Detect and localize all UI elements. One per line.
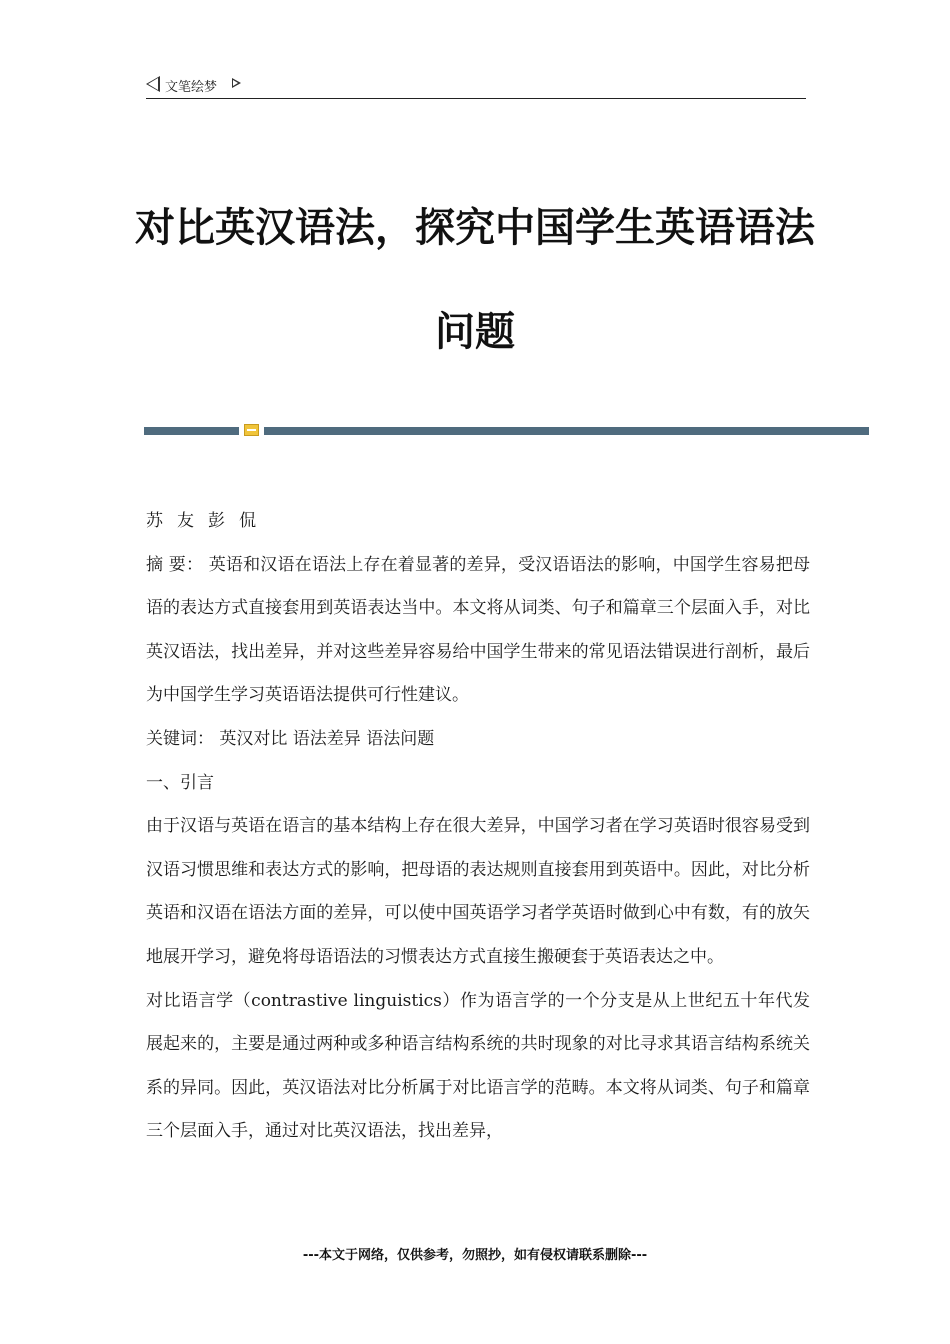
body-paragraph: 由于汉语与英语在语言的基本结构上存在很大差异，中国学习者在学习英语时很容易受到汉语习惯思维和表达方式的影响，把母语的表达规则直接套用到英语中。因此，对比分析英语和汉语在语法方面的差异，可以使中国英语学习者学英语时做到心中有数，有的放矢地展开学习，避免将母语语法的习惯表达方式直接生搬硬套于英语表达之中。 <box>146 816 810 967</box>
author-line: 苏友彭侃 <box>146 511 270 531</box>
keywords-text: 英汉对比 语法差异 语法问题 <box>219 728 435 749</box>
body-paragraph: 对比语言学（contrastive linguistics）作为语言学的一个分支是从上世纪五十年代发展起来的，主要是通过两种或多种语言结构系统的共时现象的对比寻求其语言结构系统关系的异同。因此，英汉语法对比分析属于对比语言学的范畴。本文将从词类、句子和篇章三个层面入手，通过对比英汉语法，找出差异， <box>146 990 810 1142</box>
keywords-paragraph <box>146 718 810 762</box>
title-line-2: 问题 <box>435 309 515 355</box>
page-footer-disclaimer: ---本文于网络，仅供参考，勿照抄，如有侵权请联系删除--- <box>302 1248 648 1263</box>
abstract-paragraph <box>146 544 810 718</box>
document-body <box>146 500 810 1154</box>
divider-ornament-icon <box>244 424 259 436</box>
abstract-text: 英语和汉语在语法上存在着显著的差异，受汉语语法的影响，中国学生容易把母语的表达方式直接套用到英语表达当中。本文将从词类、句子和篇章三个层面入手，对比英汉语法，找出差异，并对这些差异容易给中国学生带来的常见语法错误进行剖析，最后为中国学生学习英语语法提供可行性建议。 <box>146 554 811 706</box>
document-title <box>100 176 850 384</box>
title-divider-left <box>144 427 239 435</box>
triangle-right-icon <box>232 78 241 88</box>
section-heading: 一、引言 <box>146 772 214 793</box>
abstract-label: 摘 要： <box>146 554 204 575</box>
triangle-left-icon <box>146 76 160 92</box>
title-line-1: 对比英汉语法，探究中国学生英语语法 <box>135 205 815 251</box>
keywords-label: 关键词： <box>146 728 214 749</box>
header-brand: 文笔绘梦 <box>165 80 218 95</box>
title-divider-right <box>264 427 869 435</box>
page-header <box>146 74 806 99</box>
